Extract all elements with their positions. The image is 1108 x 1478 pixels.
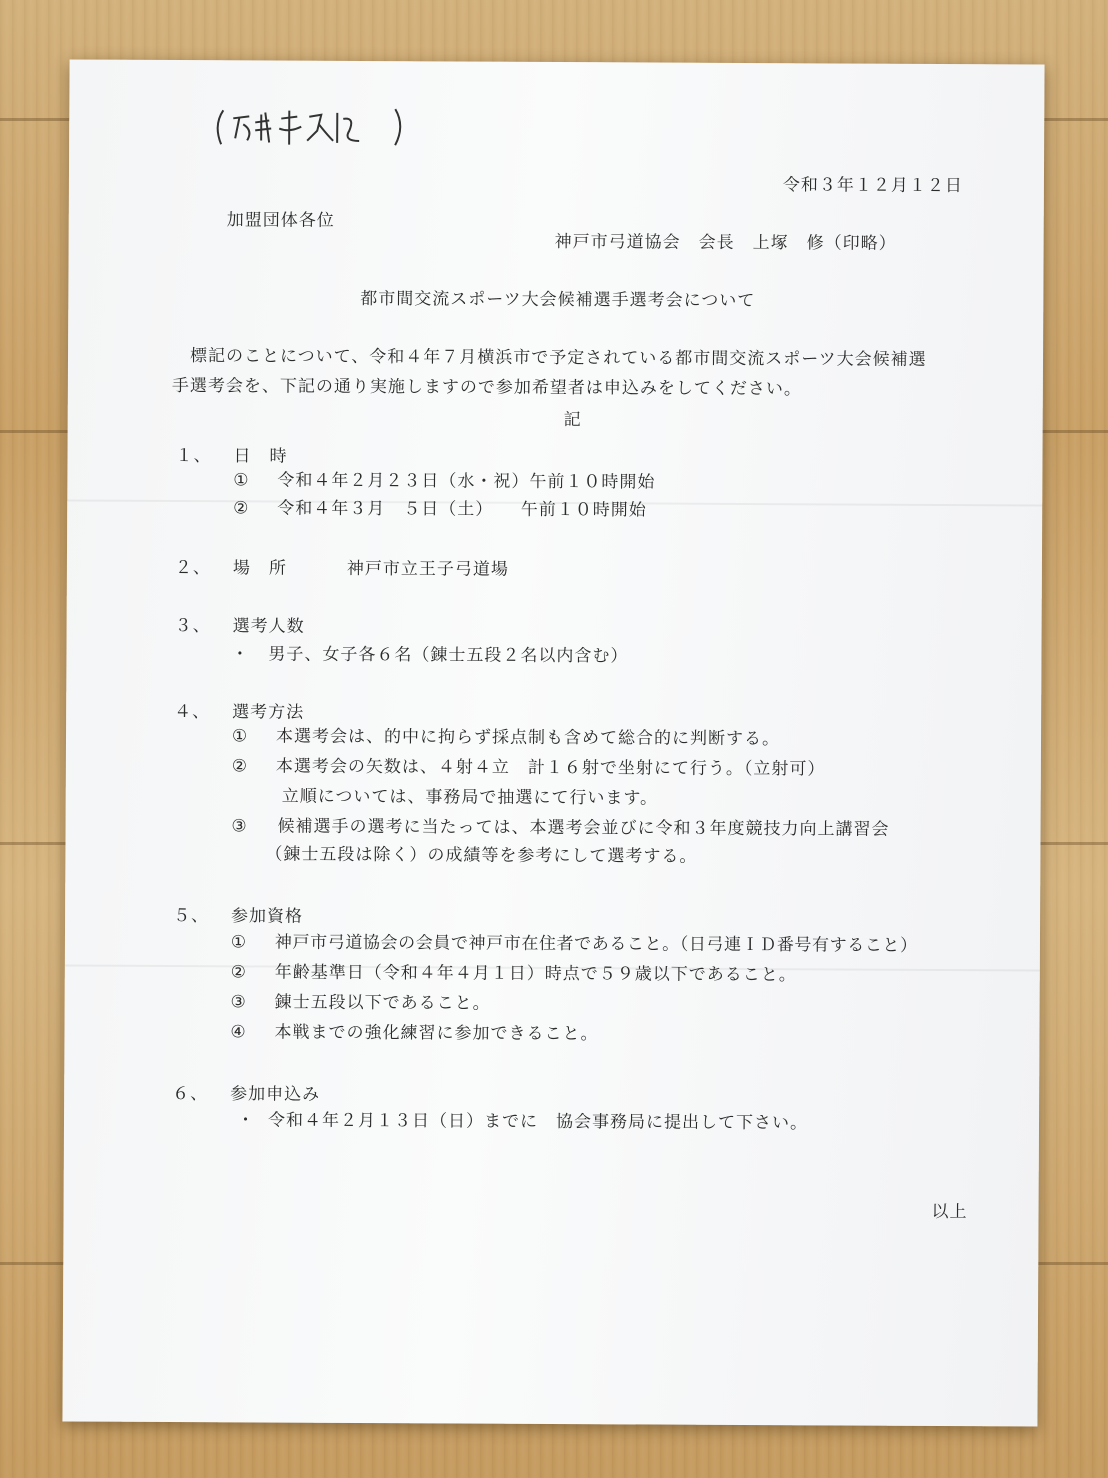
section-number: ２、 xyxy=(174,558,211,579)
list-item xyxy=(231,498,647,520)
item-text: 男子、女子各６名（錬士五段２名以内含む） xyxy=(268,644,629,667)
item-marker: ② xyxy=(233,498,250,519)
ki-marker: 記 xyxy=(563,410,582,431)
list-item xyxy=(229,932,918,956)
document-paper xyxy=(62,59,1044,1426)
item-text: 候補選手の選考に当たっては、本選考会並びに令和３年度競技力向上講習会 xyxy=(277,816,890,840)
item-continuation: 立順については、事務局で抽選にて行います。 xyxy=(281,786,659,809)
section-number: ３、 xyxy=(174,616,211,637)
section-heading: 選考人数 xyxy=(232,616,305,637)
addressee: 加盟団体各位 xyxy=(226,210,335,231)
section-heading: 参加資格 xyxy=(231,906,304,927)
item-marker: ① xyxy=(231,726,249,747)
item-marker: ① xyxy=(233,470,250,491)
intro-line-2: 手選考会を、下記の通り実施しますので参加希望者は申込みをしてください。 xyxy=(171,375,802,400)
item-marker: ③ xyxy=(230,992,247,1013)
item-continuation: （錬士五段は除く）の成績等を参考にして選考する。 xyxy=(265,844,698,867)
section-number: ５、 xyxy=(173,906,210,927)
section-heading: 参加申込み xyxy=(230,1084,321,1105)
list-item xyxy=(231,470,655,492)
item-text: 令和４年３月 ５日（土） 午前１０時開始 xyxy=(277,498,647,521)
section-number: ４、 xyxy=(174,702,211,723)
intro-line-1: 標記のことについて、令和４年７月横浜市で予定されている都市間交流スポーツ大会候補選 xyxy=(189,346,927,370)
item-text: 神戸市弓道協会の会員で神戸市在住者であること。（日弓連ＩＤ番号有すること） xyxy=(274,932,918,956)
sender: 神戸市弓道協会 会長 上塚 修（印略） xyxy=(554,231,897,254)
list-item xyxy=(228,1022,598,1044)
section-heading: 選考方法 xyxy=(232,702,305,723)
list-item xyxy=(230,756,826,779)
document-date: 令和３年１２月１２日 xyxy=(782,175,963,197)
document-title: 都市間交流スポーツ大会候補選手選考会について xyxy=(360,288,756,312)
handwritten-note xyxy=(209,100,409,151)
closing-text: 以上 xyxy=(931,1201,968,1223)
item-marker: ・ xyxy=(236,1110,256,1131)
section-value: 神戸市立王子弓道場 xyxy=(346,558,509,580)
item-marker: ② xyxy=(231,756,249,777)
item-text: 令和４年２月１３日（日）までに 協会事務局に提出して下さい。 xyxy=(267,1110,809,1134)
section-number: ６、 xyxy=(172,1084,209,1105)
list-item xyxy=(236,1110,808,1133)
item-text: 錬士五段以下であること。 xyxy=(274,992,491,1014)
item-marker: ・ xyxy=(231,644,250,665)
item-text: 本選考会は、的中に拘らず採点制も含めて総合的に判断する。 xyxy=(275,726,781,750)
item-text: 本戦までの強化練習に参加できること。 xyxy=(274,1022,599,1045)
list-item xyxy=(229,992,491,1013)
section-number: １、 xyxy=(175,446,212,467)
section-heading: 場 所 xyxy=(232,558,287,579)
item-marker: ② xyxy=(230,962,247,983)
item-marker: ① xyxy=(230,932,248,953)
section-heading: 日 時 xyxy=(233,446,288,467)
list-item xyxy=(230,644,628,666)
item-marker: ③ xyxy=(231,816,248,837)
item-text: 本選考会の矢数は、４射４立 計１６射で坐射にて行う。（立射可） xyxy=(275,756,826,780)
list-item xyxy=(230,816,890,839)
item-text: 令和４年２月２３日（水・祝）午前１０時開始 xyxy=(277,470,656,493)
list-item xyxy=(230,726,780,749)
item-marker: ④ xyxy=(230,1022,247,1043)
item-text: 年齢基準日（令和４年４月１日）時点で５９歳以下であること。 xyxy=(274,962,797,986)
list-item xyxy=(229,962,797,985)
